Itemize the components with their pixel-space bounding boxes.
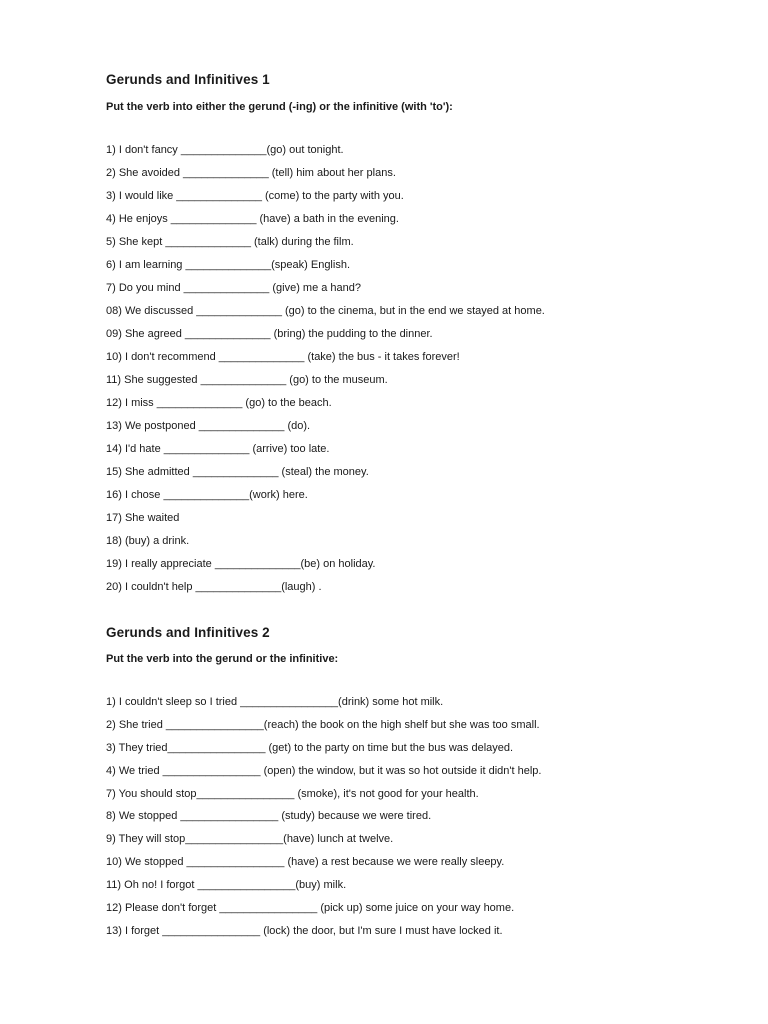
- exercise-item: 3) They tried________________ (get) to the party on time but the bus was delayed.: [106, 741, 514, 754]
- exercise-item: 10) We stopped ________________ (have) a rest because we were really sleepy.: [106, 856, 505, 869]
- exercise-item: 19) I really appreciate ______________(be) on holiday.: [106, 558, 376, 570]
- exercise-list: [106, 695, 728, 939]
- exercise-item: 7) Do you mind ______________ (give) me a hand?: [106, 282, 362, 294]
- exercise-item: 6) I am learning ______________(speak) English.: [106, 259, 350, 271]
- exercise-item: 17) She waited: [106, 512, 180, 524]
- exercise-item: 08) We discussed ______________ (go) to the cinema, but in the end we stayed at home.: [106, 305, 545, 317]
- exercise-item: 1) I couldn't sleep so I tried ________________(drink) some hot milk.: [106, 696, 444, 708]
- exercise-item: 14) I'd hate ______________ (arrive) too late.: [106, 443, 330, 455]
- exercise-section-2: [106, 623, 728, 947]
- exercise-item: 2) She avoided ______________ (tell) him about her plans.: [106, 167, 396, 179]
- exercise-item: 9) They will stop________________(have) lunch at twelve.: [106, 833, 394, 846]
- section-instruction: Put the verb into the gerund or the infinitive:: [106, 653, 339, 665]
- section-title: Gerunds and Infinitives 1: [106, 72, 270, 87]
- exercise-item: 20) I couldn't help ______________(laugh) .: [106, 581, 322, 593]
- exercise-item: 8) We stopped ________________ (study) because we were tired.: [106, 810, 432, 823]
- exercise-item: 09) She agreed ______________ (bring) the pudding to the dinner.: [106, 328, 433, 340]
- exercise-item: 10) I don't recommend ______________ (take) the bus - it takes forever!: [106, 351, 460, 363]
- exercise-item: 15) She admitted ______________ (steal) the money.: [106, 466, 369, 478]
- exercise-item: 5) She kept ______________ (talk) during the film.: [106, 236, 354, 248]
- exercise-item: 16) I chose ______________(work) here.: [106, 489, 308, 501]
- exercise-item: 4) He enjoys ______________ (have) a bath in the evening.: [106, 213, 399, 225]
- exercise-item: 12) Please don't forget ________________ (pick up) some juice on your way home.: [106, 902, 515, 915]
- exercise-item: 2) She tried ________________(reach) the book on the high shelf but she was too small.: [106, 718, 540, 731]
- exercise-item: 11) Oh no! I forgot ________________(buy) milk.: [106, 879, 347, 892]
- exercise-item: 4) We tried ________________ (open) the window, but it was so hot outside it didn't help.: [106, 764, 542, 777]
- exercise-item: 13) I forget ________________ (lock) the door, but I'm sure I must have locked it.: [106, 924, 503, 937]
- section-instruction: Put the verb into either the gerund (-ing) or the infinitive (with 'to'):: [106, 101, 453, 113]
- exercise-section-1: [106, 70, 728, 603]
- exercise-item: 12) I miss ______________ (go) to the beach.: [106, 397, 332, 409]
- exercise-item: 3) I would like ______________ (come) to the party with you.: [106, 190, 404, 202]
- exercise-item: 18) (buy) a drink.: [106, 535, 190, 547]
- exercise-item: 11) She suggested ______________ (go) to the museum.: [106, 374, 388, 386]
- exercise-item: 13) We postponed ______________ (do).: [106, 420, 311, 432]
- exercise-item: 1) I don't fancy ______________(go) out tonight.: [106, 144, 344, 156]
- exercise-list: [106, 143, 728, 595]
- section-title: Gerunds and Infinitives 2: [106, 625, 270, 640]
- exercise-item: 7) You should stop________________ (smoke), it's not good for your health.: [106, 787, 479, 800]
